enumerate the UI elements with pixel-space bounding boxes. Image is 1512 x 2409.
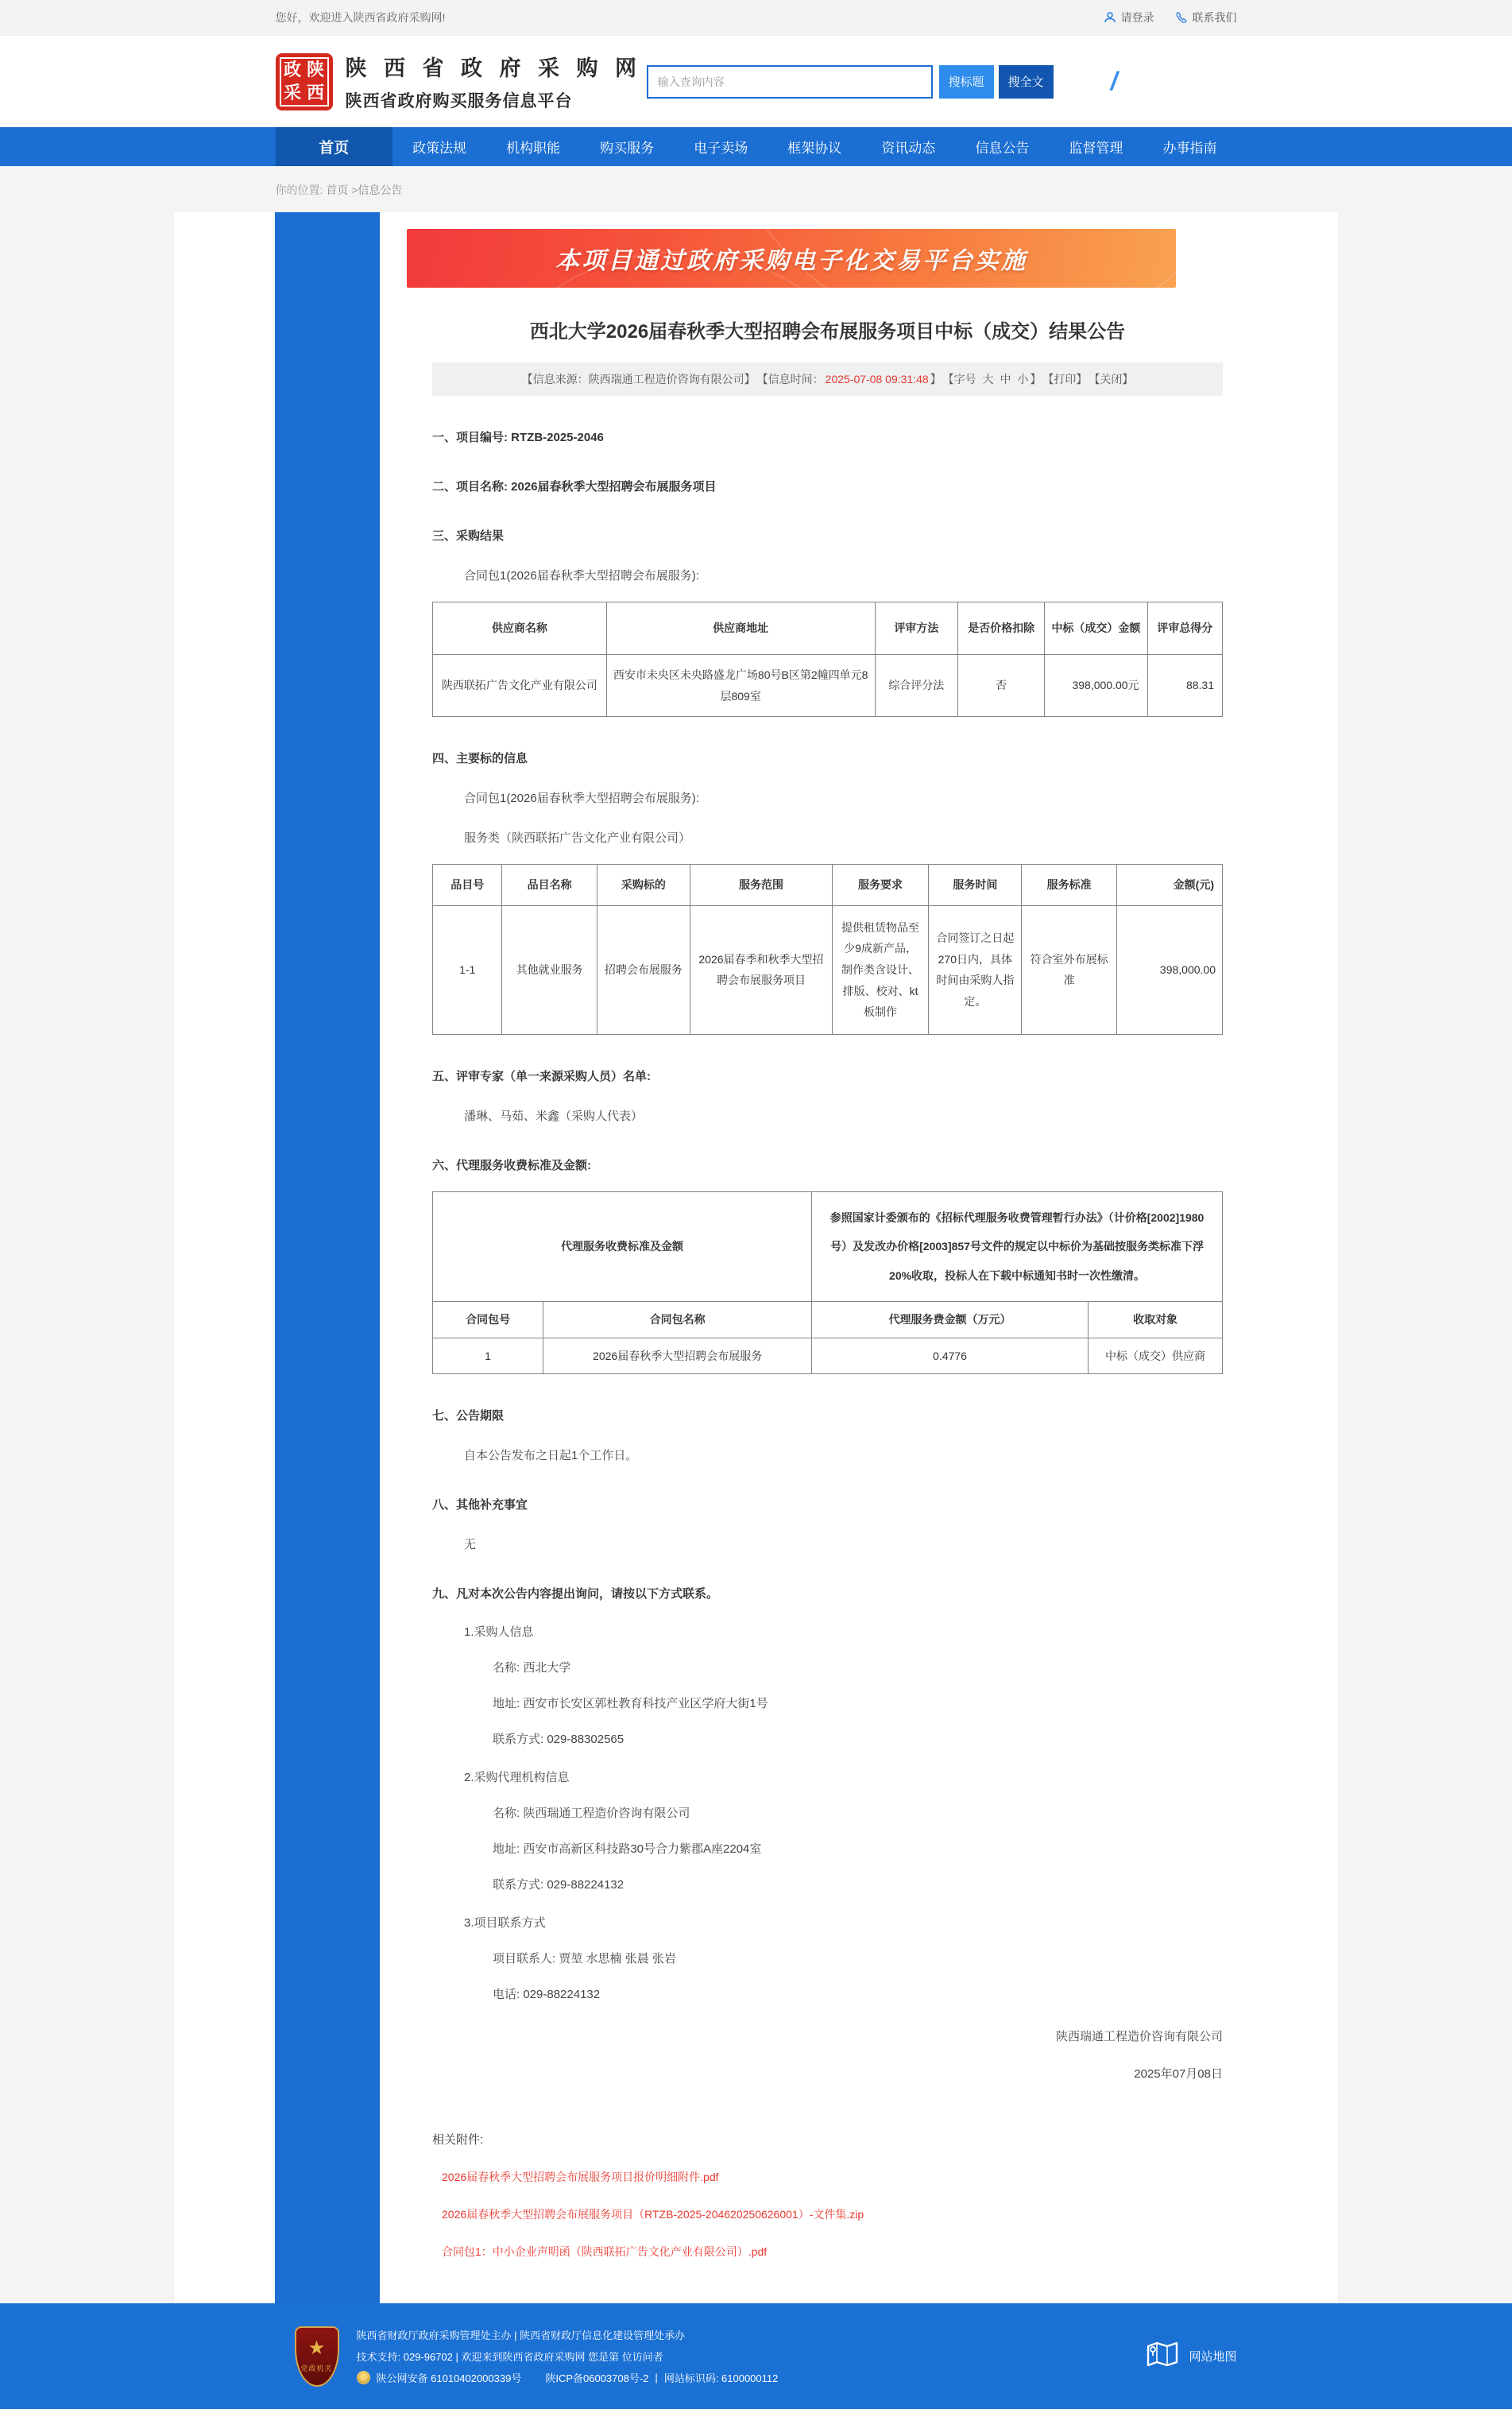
table3-cell-fee-amount: 0.4776 [812,1338,1089,1374]
main-navigation [0,127,1512,166]
table3-cell-package-no: 1 [433,1338,543,1374]
contact-us-link[interactable] [1175,10,1237,25]
login-link[interactable] [1104,10,1154,25]
table3-header-package-name: 合同包名称 [543,1301,812,1338]
e-trading-platform-banner [407,229,1176,288]
fontsize-suffix: 】 [1030,373,1042,385]
print-button[interactable]: 【打印】 [1042,373,1088,385]
breadcrumb-home-link[interactable]: 首页 [326,184,349,196]
footer-security-record[interactable]: 陕公网安备 61010402000339号 [376,2372,522,2385]
table2-header-service-time: 服务时间 [929,865,1022,906]
table1-header-supplier-address: 供应商地址 [606,602,875,655]
breadcrumb-prefix: 你的位置: [275,184,323,196]
close-button[interactable]: 【关闭】 [1089,373,1134,385]
site-footer [0,2303,1512,2409]
table2-header-amount: 金额(元) [1116,865,1222,906]
info-source: 【信息来源：陕西瑞通工程造价咨询有限公司】 [521,373,756,385]
footer-icp-record[interactable]: 陕ICP备06003708号-2 [545,2372,649,2385]
section-main-subject-info: 四、主要标的信息 [432,752,528,766]
breadcrumb-current[interactable]: 信息公告 [358,184,403,196]
emblem-label: 党政机关 [300,2364,333,2373]
table3-header-charged-party: 收取对象 [1089,1301,1223,1338]
table2-cell-service-requirements: 提供租赁物品至少9成新产品，制作类含设计、排版、校对、kt板制作 [832,905,928,1034]
fontsize-prefix: 【字号 [942,373,976,385]
police-badge-icon [357,2371,370,2384]
table2-header-service-scope: 服务范围 [690,865,833,906]
top-utility-bar [0,0,1512,36]
login-label: 请登录 [1120,11,1154,24]
section-inquiry-contact: 九、凡对本次公告内容提出询问，请按以下方式联系。 [432,1587,719,1601]
table3-cell-package-name: 2026届春秋季大型招聘会布展服务 [543,1338,812,1374]
table1-cell-total-score: 88.31 [1147,655,1222,717]
attachments-heading: 相关附件: [432,2133,484,2148]
table2-header-item-name: 品目名称 [502,865,597,906]
signature-date: 2025年07月08日 [1134,2067,1223,2082]
project-contact-phone: 电话: 029-88224132 [493,1988,601,2002]
table2-cell-subject: 招聘会布展服务 [597,905,690,1034]
nav-item-e-marketplace[interactable]: 电子卖场 [694,141,748,156]
table1-cell-review-method: 综合评分法 [875,655,957,717]
table3-cell-charged-party: 中标（成交）供应商 [1089,1338,1223,1374]
purchaser-address: 地址: 西安市长安区郭杜教育科技产业区学府大街1号 [493,1697,768,1711]
signature-block [432,2028,1223,2082]
contact-us-label: 联系我们 [1192,11,1237,24]
attachment-link-quotation-pdf[interactable]: 2026届春秋季大型招聘会布展服务项目报价明细附件.pdf [442,2171,719,2184]
nav-item-functions[interactable]: 机构职能 [506,141,561,156]
table3-header-package-no: 合同包号 [433,1301,543,1338]
agency-name: 名称: 陕西瑞通工程造价咨询有限公司 [493,1807,690,1821]
agency-phone: 联系方式: 029-88224132 [493,1878,625,1892]
section-agency-fee: 六、代理服务收费标准及金额: [432,1158,591,1172]
nav-item-home[interactable]: 首页 [276,127,393,166]
table1-row [433,655,1223,717]
other-matters-text: 无 [464,1538,477,1552]
announcement-period-text: 自本公告发布之日起1个工作日。 [464,1449,638,1463]
agency-fee-table [432,1191,1223,1374]
agency-info-heading: 2.采购代理机构信息 [464,1771,570,1785]
government-emblem [295,2326,339,2387]
agency-address: 地址: 西安市高新区科技路30号合力紫郡A座2204室 [493,1842,762,1857]
site-logo-seal[interactable] [276,53,333,110]
section-project-name: 二、项目名称: 2026届春秋季大型招聘会布展服务项目 [432,480,717,494]
purchaser-info-heading: 1.采购人信息 [464,1625,534,1640]
table1-cell-supplier-name: 陕西联拓广告文化产业有限公司 [433,655,607,717]
decorative-slash: / [1110,67,1118,95]
table1-header-supplier-name: 供应商名称 [433,602,607,655]
table2-header-item-no: 品目号 [433,865,502,906]
content-card [174,212,1338,2303]
table3-fee-standard-desc: 参照国家计委颁布的《招标代理服务收费管理暂行办法》（计价格[2002]1980号）及发改办价格[2003]857号文件的规定以中标价为基础按服务类标准下浮20%收取，投标人在下载中标通知书时一次性缴清。 [812,1191,1223,1301]
site-header [0,36,1512,127]
fontsize-large-button[interactable]: 大 [982,373,994,385]
contract-package-line: 合同包1(2026届春秋季大型招聘会布展服务): [464,569,699,583]
sitemap-label: 网站地图 [1189,2350,1237,2364]
footer-support-line: 技术支持: 029-96702 | 欢迎来到陕西省政府采购网 您是第 位访问者 [356,2351,663,2364]
signature-company: 陕西瑞通工程造价咨询有限公司 [1055,2030,1223,2044]
table3-fee-standard-label: 代理服务收费标准及金额 [433,1191,812,1301]
table2-header-subject: 采购标的 [597,865,690,906]
table1-header-total-score: 评审总得分 [1147,602,1222,655]
table2-row [433,905,1223,1034]
article-meta-bar [432,362,1223,396]
experts-names: 潘琳、马茹、米鑫（采购人代表） [464,1109,644,1123]
logo-char: 采 [283,83,301,103]
table2-cell-item-name: 其他就业服务 [502,905,597,1034]
purchaser-phone: 联系方式: 029-88302565 [493,1733,625,1747]
table3-header-fee-amount: 代理服务费金额（万元） [812,1301,1089,1338]
nav-item-purchase-services[interactable]: 购买服务 [600,141,655,156]
nav-item-news[interactable]: 资讯动态 [881,141,936,156]
breadcrumb [276,182,1237,198]
search-fulltext-button[interactable]: 搜全文 [999,65,1054,99]
supplier-result-table [432,602,1223,717]
table1-header-price-deduction: 是否价格扣除 [958,602,1045,655]
search-input[interactable] [647,65,933,99]
emblem-star-icon: ★ [307,2337,326,2360]
project-contact-persons: 项目联系人: 贾堃 水思楠 张晨 张岩 [493,1952,676,1966]
service-class-line: 服务类（陕西联拓广告文化产业有限公司） [464,831,691,846]
left-blue-panel [275,212,380,2303]
site-subtitle: 陕西省政府购买服务信息平台 [345,92,573,110]
table3-row [433,1338,1223,1374]
table1-cell-supplier-address: 西安市未央区未央路盛龙广场80号B区第2幢四单元8层809室 [606,655,875,717]
table2-cell-service-standard: 符合室外布展标准 [1022,905,1116,1034]
banner-text: 本项目通过政府采购电子化交易平台实施 [555,248,1027,274]
section-procurement-result: 三、采购结果 [432,529,505,543]
announcement-title: 西北大学2026届春秋季大型招聘会布展服务项目中标（成交）结果公告 [529,321,1126,343]
info-time-suffix: 】 [930,373,942,385]
phone-icon [1175,11,1188,24]
table2-cell-amount: 398,000.00 [1116,905,1222,1034]
logo-char: 陕 [306,60,324,79]
nav-item-announcements[interactable]: 信息公告 [975,141,1030,156]
info-time: 2025-07-08 09:31:48 [825,373,929,385]
announcement-article [432,212,1223,2260]
section-other-matters: 八、其他补充事宜 [432,1498,528,1512]
table2-header-service-standard: 服务标准 [1022,865,1116,906]
section-review-experts: 五、评审专家（单一来源采购人员）名单: [432,1069,651,1083]
sitemap-link[interactable] [1146,2340,1236,2372]
nav-item-framework-agreements[interactable]: 框架协议 [787,141,842,156]
nav-item-supervision[interactable]: 监督管理 [1069,141,1123,156]
contract-package-line-2: 合同包1(2026届春秋季大型招聘会布展服务): [464,792,699,806]
table2-cell-service-scope: 2026届春季和秋季大型招聘会布展服务项目 [690,905,833,1034]
attachment-link-fileset-zip[interactable]: 2026届春秋季大型招聘会布展服务项目（RTZB-2025-204620250626001）-文件集.zip [442,2208,864,2221]
attachment-link-sme-declaration-pdf[interactable]: 合同包1：中小企业声明函（陕西联拓广告文化产业有限公司）.pdf [442,2245,768,2259]
table1-header-review-method: 评审方法 [875,602,957,655]
fontsize-small-button[interactable]: 小 [1017,373,1029,385]
purchaser-name: 名称: 西北大学 [493,1661,571,1675]
footer-site-code: 网站标识码: 6100000112 [663,2372,779,2385]
subject-detail-table [432,864,1223,1035]
fontsize-medium-button[interactable]: 中 [1000,373,1011,385]
project-contact-heading: 3.项目联系方式 [464,1916,546,1931]
table1-header-award-amount: 中标（成交）金额 [1045,602,1147,655]
sitemap-icon [1146,2340,1179,2372]
nav-item-guide[interactable]: 办事指南 [1162,141,1217,156]
section-announcement-period: 七、公告期限 [432,1409,505,1423]
logo-char: 西 [306,83,324,103]
search-title-button[interactable]: 搜标题 [939,65,994,99]
site-name: 陕 西 省 政 府 采 购 网 [345,56,643,80]
welcome-text: 您好，欢迎进入陕西省政府采购网! [275,11,446,24]
footer-separator: | [655,2372,658,2384]
section-project-number: 一、项目编号: RTZB-2025-2046 [432,431,604,444]
user-icon [1104,11,1116,24]
table1-cell-award-amount: 398,000.00元 [1045,655,1147,717]
logo-char: 政 [283,60,301,79]
table2-cell-service-time: 合同签订之日起270日内，具体时间由采购人指定。 [929,905,1022,1034]
footer-organizer-line: 陕西省财政厅政府采购管理处主办 | 陕西省财政厅信息化建设管理处承办 [356,2330,686,2342]
table1-cell-price-deduction: 否 [958,655,1045,717]
nav-item-policies[interactable]: 政策法规 [412,141,467,156]
table2-cell-item-no: 1-1 [433,905,502,1034]
info-time-prefix: 【信息时间： [756,373,824,385]
breadcrumb-separator: > [351,184,358,196]
table2-header-service-requirements: 服务要求 [832,865,928,906]
attachments-section [432,2131,1223,2260]
